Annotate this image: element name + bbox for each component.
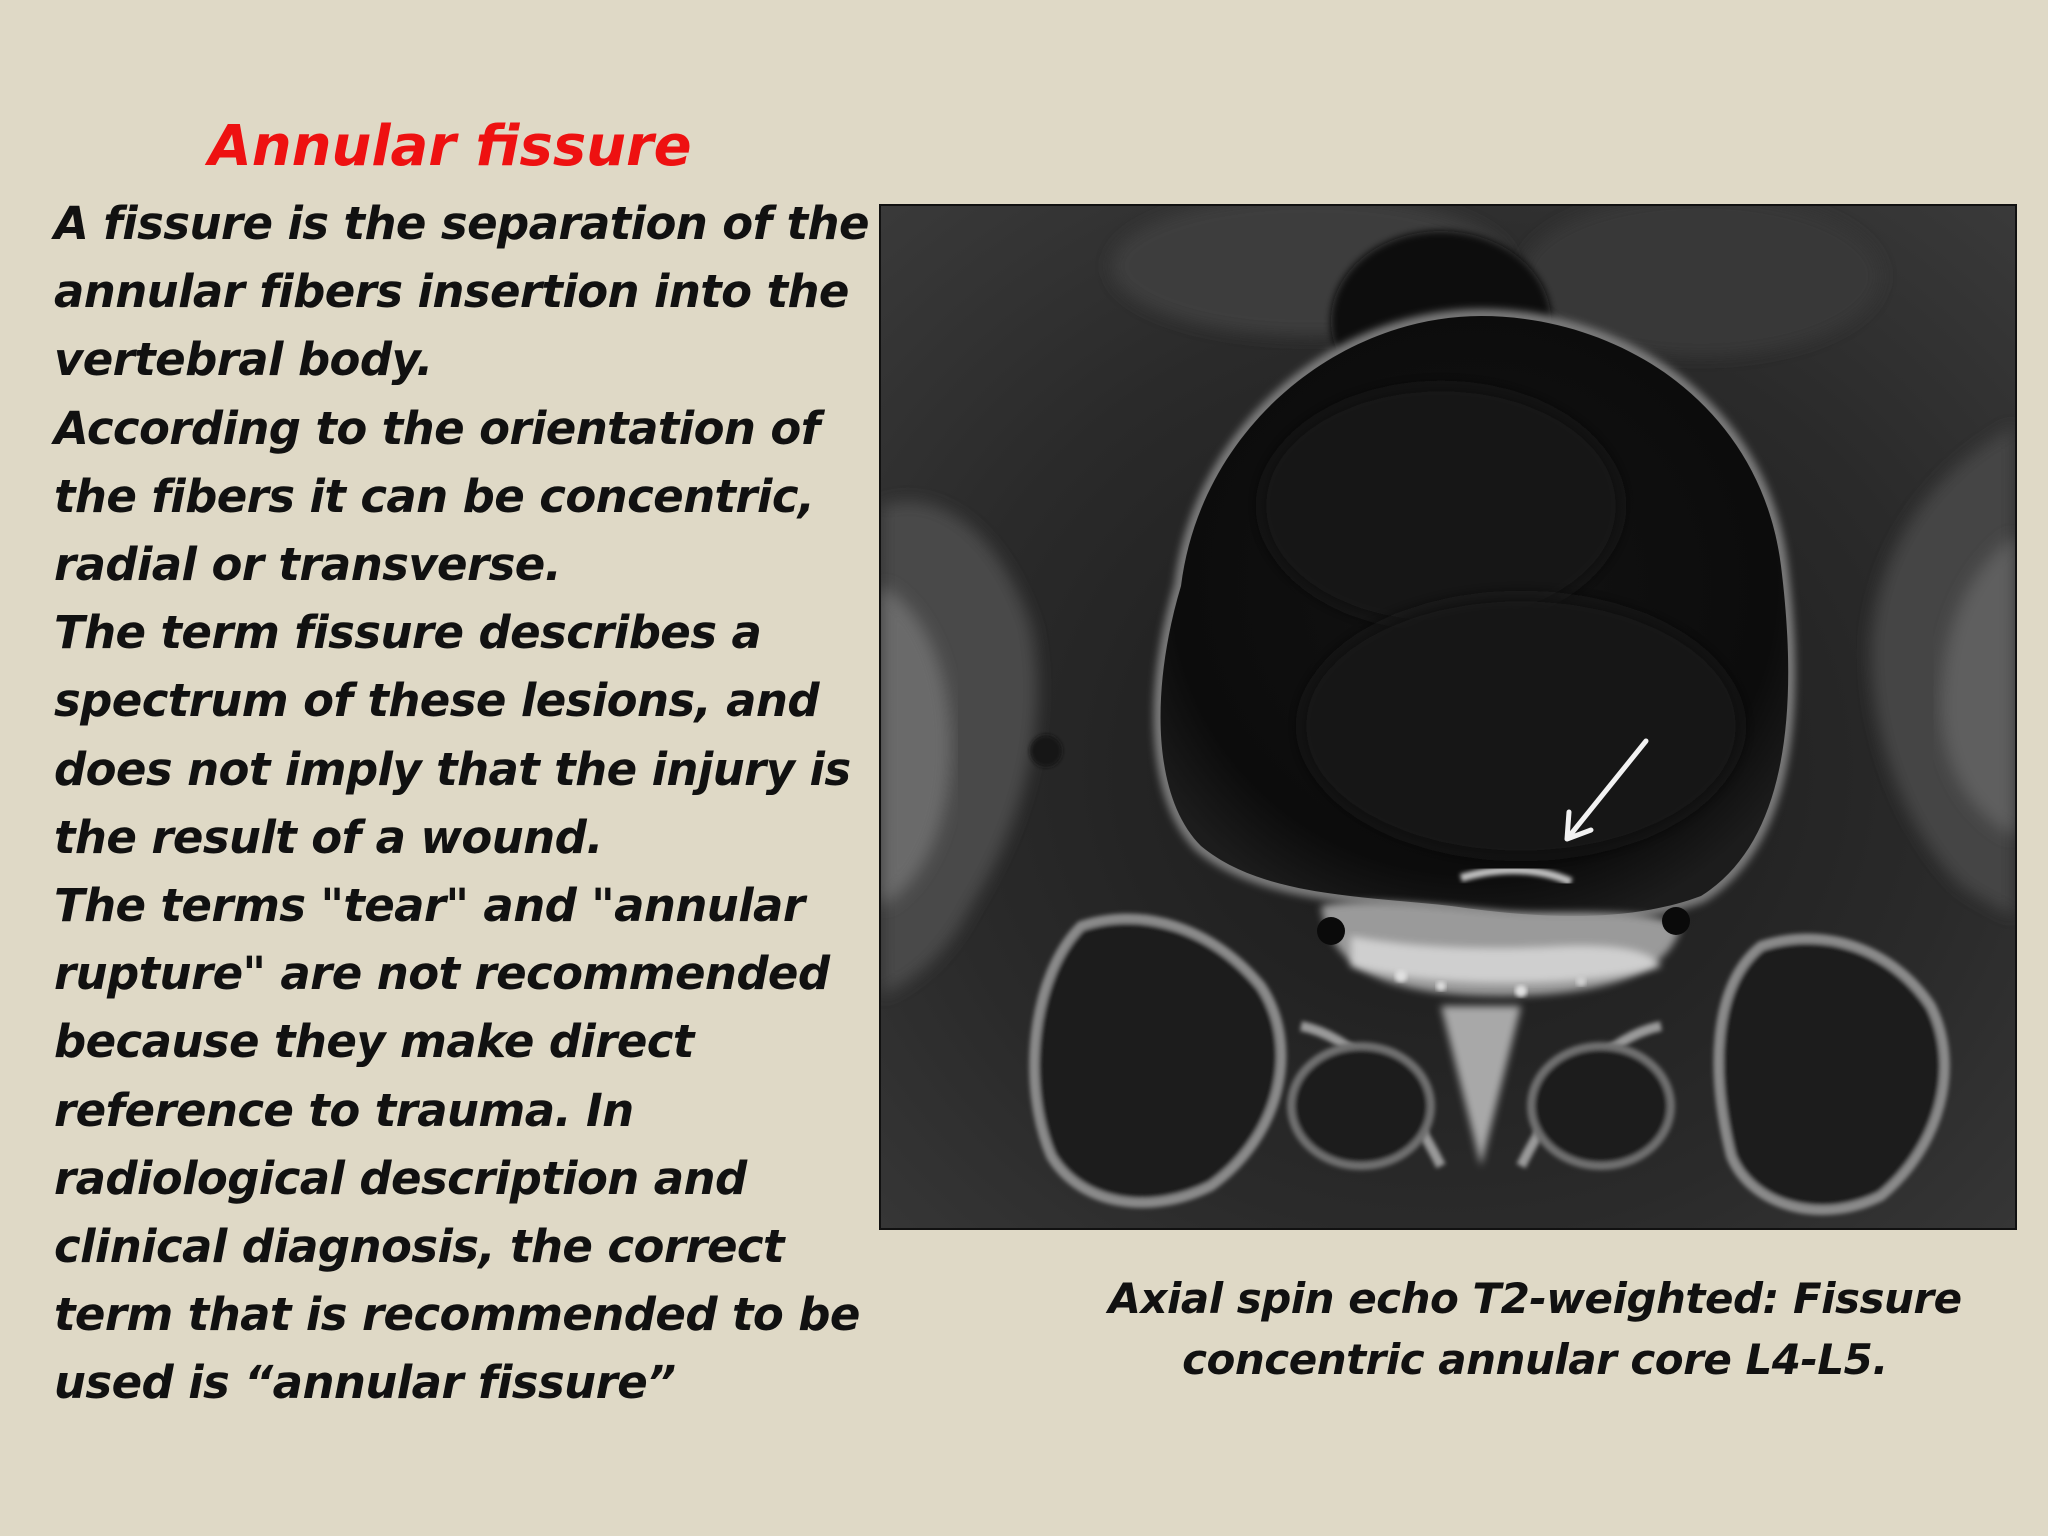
slide-title: Annular fissure xyxy=(208,114,692,179)
body-line: spectrum of these lesions, and xyxy=(54,674,819,728)
body-line: because they make direct xyxy=(54,1015,694,1069)
body-line: radial or transverse. xyxy=(54,538,562,592)
body-line: radiological description and xyxy=(54,1151,747,1205)
body-text xyxy=(54,190,869,1418)
body-line: used is “annular fissure” xyxy=(54,1356,676,1410)
body-line: the fibers it can be concentric, xyxy=(54,469,815,523)
caption-line: concentric annular core L4-L5. xyxy=(1182,1335,1888,1384)
body-line: annular fibers insertion into the xyxy=(54,265,849,319)
body-line: According to the orientation of xyxy=(54,401,820,455)
mri-axial-spine-image xyxy=(879,204,2017,1230)
body-line: The term fissure describes a xyxy=(54,606,762,660)
body-line: vertebral body. xyxy=(54,333,433,387)
caption-line: Axial spin echo T2-weighted: Fissure xyxy=(1108,1274,1962,1323)
body-line: term that is recommended to be xyxy=(54,1288,860,1342)
image-caption xyxy=(1075,1268,1995,1390)
body-line: clinical diagnosis, the correct xyxy=(54,1220,784,1274)
body-line: does not imply that the injury is xyxy=(54,742,851,796)
body-line: A fissure is the separation of the xyxy=(54,197,869,250)
body-line: rupture" are not recommended xyxy=(54,947,830,1001)
body-line: the result of a wound. xyxy=(54,810,603,864)
body-line: The terms "tear" and "annular xyxy=(54,879,805,933)
body-line: reference to trauma. In xyxy=(54,1083,634,1137)
